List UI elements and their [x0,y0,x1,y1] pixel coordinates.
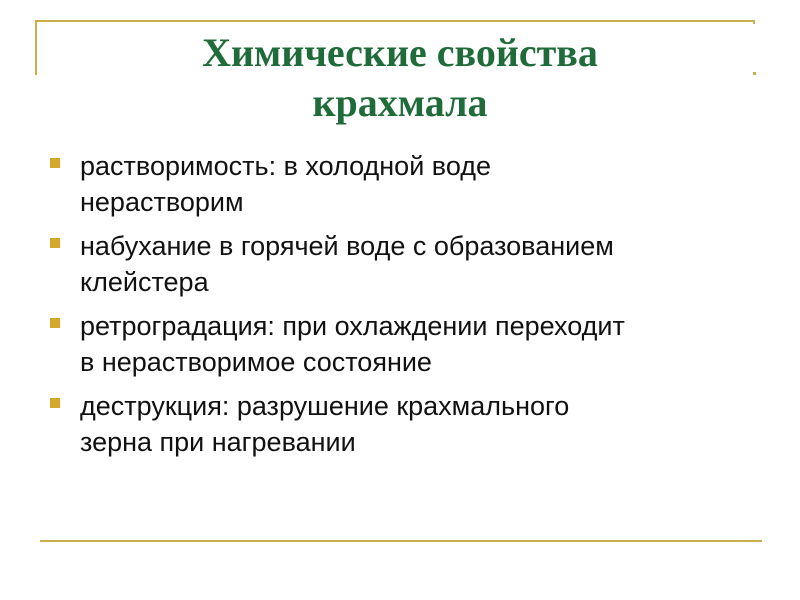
slide-title [40,28,760,128]
bullet-text-line-1: набухание в горячей воде с образованием [80,231,614,261]
title-line-2: крахмала [312,80,488,125]
frame-bottom-line [40,540,762,542]
square-bullet-icon [50,238,60,248]
title-line-1: Химические свойства [202,30,598,75]
square-bullet-icon [50,158,60,168]
bullet-text-line-1: растворимость: в холодной воде [80,151,492,181]
bullet-text-line-2: клейстера [80,267,209,297]
square-bullet-icon [50,398,60,408]
frame-right-tick [753,20,755,24]
bullet-list [48,148,758,468]
square-bullet-icon [50,318,60,328]
frame-left-line [35,20,37,75]
frame-top-line [35,20,755,22]
bullet-text-line-2: нерастворим [80,187,244,217]
bullet-item-retrogradation [48,308,758,380]
bullet-text-line-1: деструкция: разрушение крахмального [80,391,570,421]
bullet-item-solubility [48,148,758,220]
bullet-item-swelling [48,228,758,300]
bullet-text-line-2: зерна при нагревании [80,427,356,457]
bullet-text-line-2: в нерастворимое состояние [80,347,432,377]
bullet-item-destruction [48,388,758,460]
bullet-text-line-1: ретроградация: при охлаждении переходит [80,311,625,341]
